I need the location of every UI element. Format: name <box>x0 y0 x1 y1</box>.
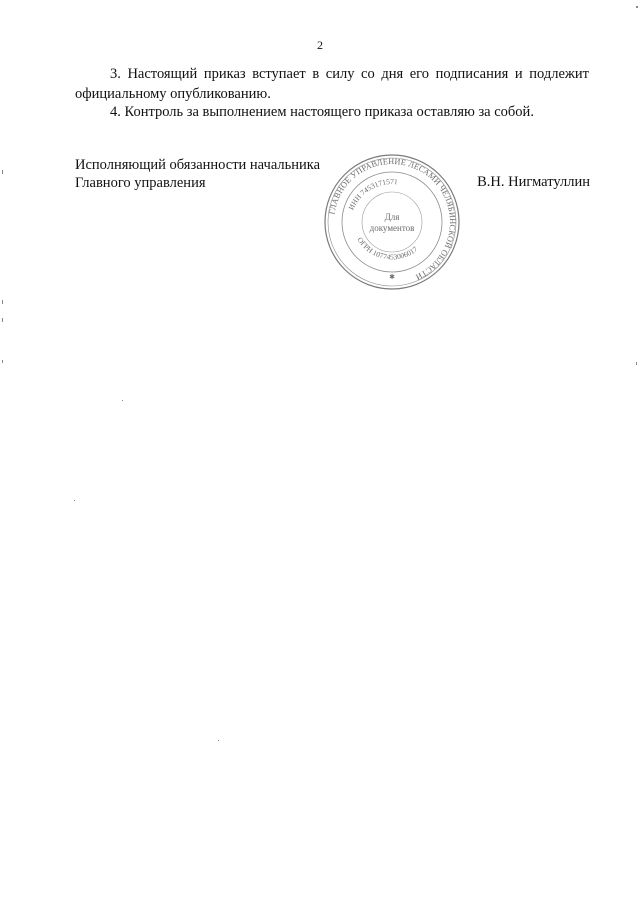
stamp-ogrn: ОГРН 1077453006017 <box>355 235 420 262</box>
scan-speck <box>122 400 123 401</box>
scan-speck <box>636 6 638 8</box>
stamp-center-line-1: Для <box>384 212 400 222</box>
stamp-center-line-2: документов <box>369 223 415 233</box>
paragraph-4: 4. Контроль за выполнением настоящего приказа оставляю за собой. <box>110 104 534 120</box>
official-stamp <box>322 152 462 292</box>
paragraph-3: 3. Настоящий приказ вступает в силу со дня его подписания и подлежит официальному опубликованию. <box>75 66 589 102</box>
scan-speck <box>636 362 637 365</box>
signatory-title-line-2: Главного управления <box>75 175 206 191</box>
stamp-seal-icon <box>322 152 462 292</box>
signatory-name: В.Н. Нигматуллин <box>477 174 590 190</box>
stamp-star-icon: ✱ <box>389 273 395 281</box>
stamp-outer-text: ГЛАВНОЕ УПРАВЛЕНИЕ ЛЕСАМИ ЧЕЛЯБИНСКОЙ ОБЛАСТИ <box>327 156 458 282</box>
scan-speck <box>2 360 3 363</box>
signatory-title-line-1: Исполняющий обязанности начальника <box>75 157 321 173</box>
scan-speck <box>74 500 75 501</box>
scan-speck <box>218 740 219 741</box>
page-number: 2 <box>317 38 323 52</box>
scan-speck <box>2 318 3 322</box>
signatory-title <box>75 156 320 192</box>
stamp-inn: ИНН 7453171571 <box>346 176 399 212</box>
scan-speck <box>2 300 3 304</box>
scan-speck <box>2 170 3 174</box>
